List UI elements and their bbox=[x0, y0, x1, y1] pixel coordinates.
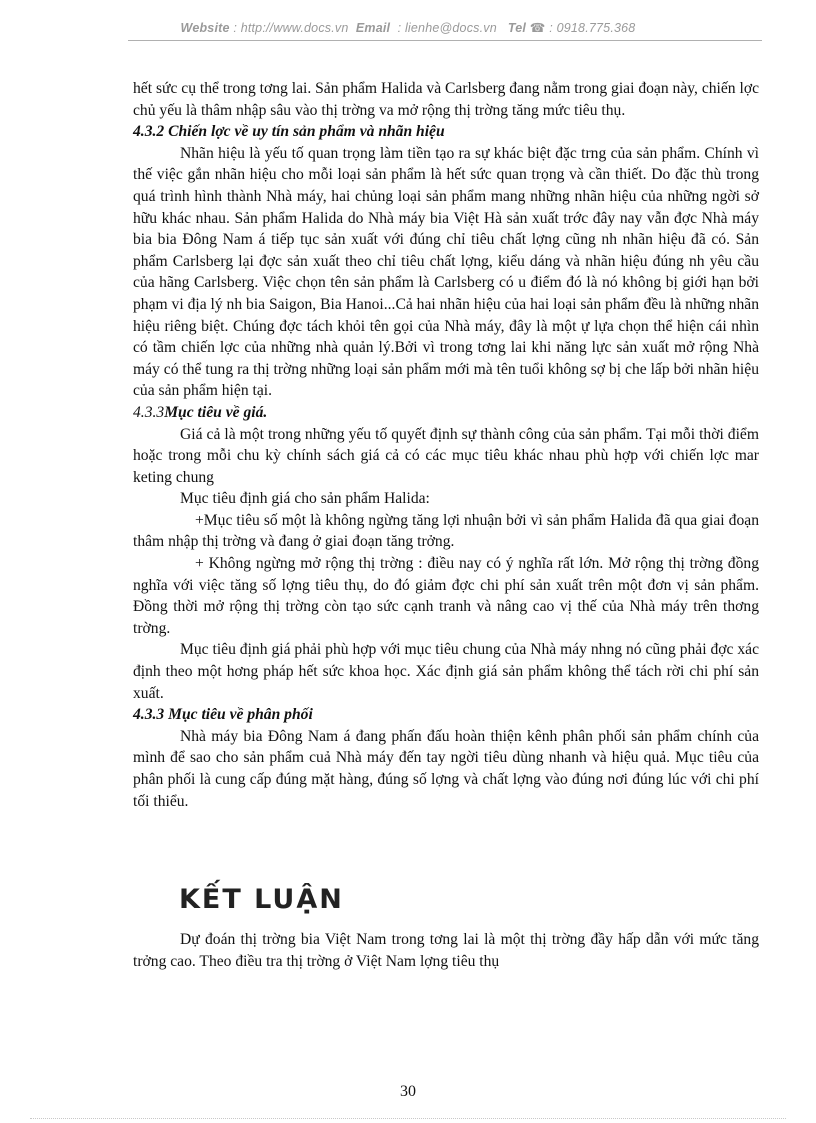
page-header bbox=[0, 20, 816, 35]
section-heading-4-3-3-price bbox=[133, 402, 759, 424]
section-heading-4-3-3-distribution: 4.3.3 Mục tiêu về phân phối bbox=[133, 706, 313, 724]
paragraph-price-5: Mục tiêu định giá phải phù hợp với mục tiêu chung của Nhà máy nhng nó cũng phải đợc xác định theo một hơng pháp hết sức khoa học. Xác định giá sản phẩm không thể tách rời chi phí sản xuất. bbox=[133, 641, 759, 702]
email-label: Email bbox=[355, 21, 391, 35]
header-divider bbox=[128, 40, 762, 41]
website-value[interactable]: : http://www.docs.vn bbox=[233, 21, 349, 35]
website-label: Website bbox=[180, 21, 230, 35]
document-body bbox=[133, 78, 759, 972]
paragraph-distribution: Nhà máy bia Đông Nam á đang phấn đấu hoàn thiện kênh phân phối sản phẩm chính của mình để sao cho sản phẩm cuả Nhà máy đến tay ngời tiêu dùng nhanh và hiệu quả. Mục tiêu của phân phối là cung cấp đúng mặt hàng, đúng số lợng và chất lợng vào đúng nơi đúng lúc với chi phí tối thiểu. bbox=[133, 727, 759, 810]
paragraph-intro: hết sức cụ thể trong tơng lai. Sản phẩm Halida và Carlsberg đang nằm trong giai đoạn này, chiến lợc chủ yếu là thâm nhập sâu vào thị trờng va mở rộng thị trờng tăng mức tiêu thụ. bbox=[133, 80, 760, 119]
section-heading-4-3-2: 4.3.2 Chiến lợc về uy tín sản phẩm và nhãn hiệu bbox=[133, 123, 445, 141]
paragraph-price-4: + Không ngừng mở rộng thị trờng : điều nay có ý nghĩa rất lớn. Mở rộng thị trờng đồng nghĩa với việc tăng số lợng tiêu thụ, do đó giảm đợc chi phí sản xuất trên một đơn vị sản phẩm. Đồng thời mở rộng thị trờng còn tạo sức cạnh tranh và nâng cao vị thế của Nhà máy trên thơng trờng. bbox=[133, 555, 759, 637]
section-number: 4.3.3 bbox=[133, 403, 165, 421]
paragraph-price-1: Giá cả là một trong những yếu tố quyết định sự thành công của sản phẩm. Tại mỗi thời điểm hoặc trong mỗi chu kỳ chính sách giá cả có các mục tiêu khác nhau phù hợp với chiến lợc mar keting chung bbox=[133, 425, 759, 486]
page-number: 30 bbox=[400, 1083, 416, 1100]
footer-divider bbox=[30, 1118, 786, 1119]
section-title: Mục tiêu về giá. bbox=[164, 403, 268, 421]
paragraph-price-2: Mục tiêu định giá cho sản phẩm Halida: bbox=[180, 490, 430, 508]
conclusion-heading: KẾT LUẬN bbox=[179, 884, 344, 916]
paragraph-conclusion: Dự đoán thị trờng bia Việt Nam trong tơng lai là một thị trờng đầy hấp dẫn với mức tăng trởng cao. Theo điều tra thị trờng ở Việt Nam lợng tiêu thụ bbox=[133, 931, 759, 970]
paragraph-brand: Nhãn hiệu là yếu tố quan trọng làm tiền tạo ra sự khác biệt đặc trng của sản phẩm. Chính vì thế việc gắn nhãn hiệu cho mỗi loại sản phẩm là hết sức quan trọng và cần thiết. Do đặc thù trong quá trình hình thành Nhà máy, hai chủng loại sản phẩm mang những nhãn hiệu của những ngời sở hữu khác nhau. Sản phẩm Halida do Nhà máy bia Việt Hà sản xuất trớc đây nay vẫn đợc Nhà máy bia bia Đông Nam á tiếp tục sản xuất với đúng chỉ tiêu chất lợng cũng nh nhãn hiệu đã có. Sản phẩm Carlsberg lại đợc sản xuất theo chỉ tiêu chất lợng, kiểu dáng và nhãn hiệu đúng nh yêu cầu của hãng Carlsberg. Việc chọn tên sản phẩm là Carlsberg có u điểm đó là nó không bị giới hạn bởi phạm vi địa lý nh bia Saigon, Bia Hanoi...Cả hai nhãn hiệu của hai loại sản phẩm đều là những nhãn hiệu riêng biệt. Chúng đợc tách khỏi tên gọi của Nhà máy, đây là một ự lựa chọn thể hiện cái nhìn có tầm chiến lợc của những nhà quản lý.Bởi vì trong tơng lai khi năng lực sản xuất mở rộng Nhà máy có thể tung ra thị trờng những loại sản phẩm mới mà tên tuổi không sợ bị che lấp bởi nhãn hiệu của sản phẩm hiện tại. bbox=[133, 144, 759, 400]
paragraph-price-3: +Mục tiêu số một là không ngừng tăng lợi nhuận bởi vì sản phẩm Halida đã qua giai đoạn thâm nhập thị trờng và đang ở giai đoạn tăng trởng. bbox=[133, 511, 759, 551]
tel-label: Tel bbox=[507, 21, 527, 35]
tel-value: ☎ : 0918.775.368 bbox=[529, 21, 636, 35]
email-value[interactable]: : lienhe@docs.vn bbox=[397, 21, 497, 35]
